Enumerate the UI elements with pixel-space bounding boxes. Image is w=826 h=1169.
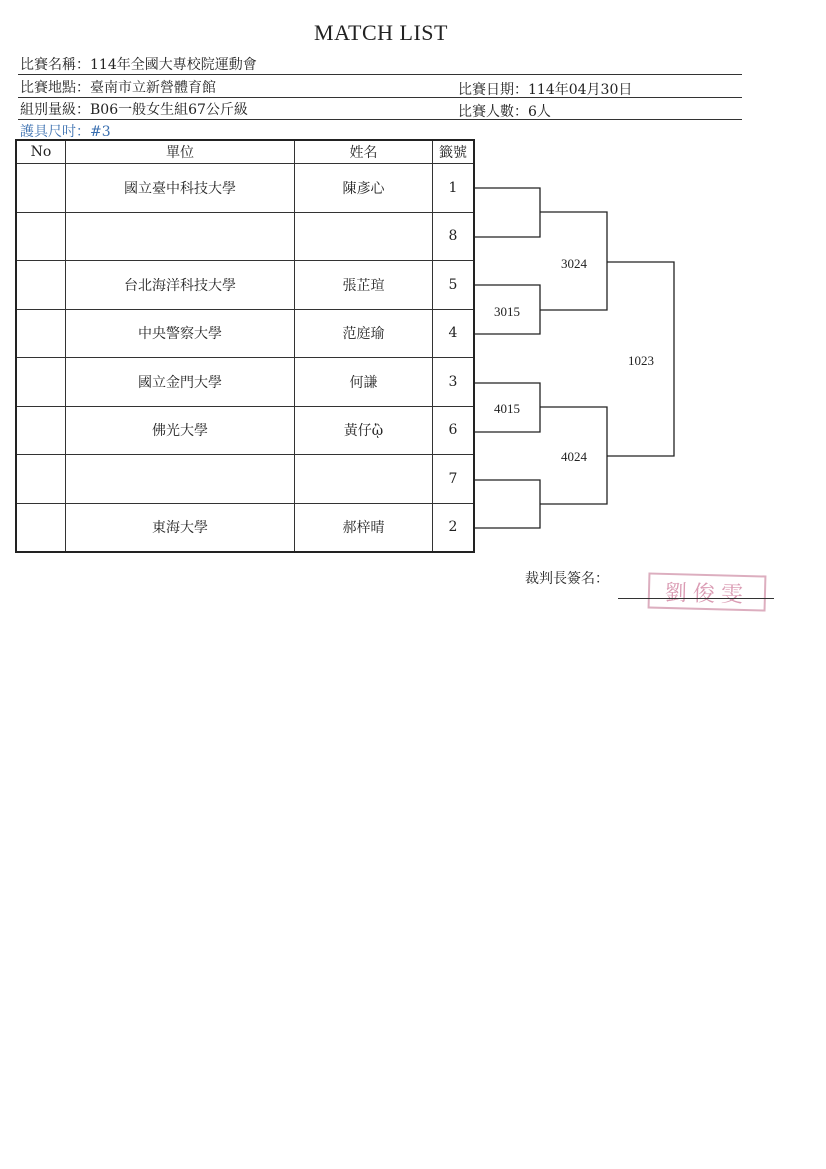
division: 組別量級：B06一般女生組67公斤級 bbox=[20, 102, 248, 118]
row-seed: 3 bbox=[433, 358, 475, 407]
venue: 比賽地點：臺南市立新營體育館 bbox=[20, 80, 216, 96]
match-label-4015: 4015 bbox=[494, 401, 520, 416]
bracket-line-1-8 bbox=[473, 188, 540, 237]
row-unit: 東海大學 bbox=[66, 503, 295, 552]
row-name: 張芷瑄 bbox=[295, 261, 433, 310]
row-name: 黃仔ᾢ bbox=[295, 406, 433, 455]
row-unit: 中央警察大學 bbox=[66, 309, 295, 358]
row-seed: 8 bbox=[433, 212, 475, 261]
equipment-size: 護具尺吋：#3 bbox=[20, 124, 111, 140]
match-date: 比賽日期：114年04月30日 bbox=[458, 82, 633, 98]
page-title: MATCH LIST bbox=[314, 20, 448, 45]
signature-label: 裁判長簽名： bbox=[525, 571, 609, 587]
header-unit: 單位 bbox=[66, 140, 295, 164]
row-seed: 5 bbox=[433, 261, 475, 310]
row-seed: 2 bbox=[433, 503, 475, 552]
match-label-1023: 1023 bbox=[628, 353, 654, 368]
signature-stamp: 劉俊雯 bbox=[648, 572, 767, 611]
header-seed: 籤號 bbox=[433, 140, 475, 164]
bracket-line-7-2 bbox=[473, 480, 540, 528]
row-name: 何謙 bbox=[295, 358, 433, 407]
match-label-4024: 4024 bbox=[561, 449, 587, 464]
event-name: 比賽名稱：114年全國大專校院運動會 bbox=[20, 57, 257, 73]
signature-line bbox=[618, 598, 774, 599]
row-seed: 1 bbox=[433, 164, 475, 213]
row-unit: 國立臺中科技大學 bbox=[66, 164, 295, 213]
row-seed: 7 bbox=[433, 455, 475, 504]
row-name: 郝梓晴 bbox=[295, 503, 433, 552]
match-label-3024: 3024 bbox=[561, 256, 587, 271]
row-unit: 台北海洋科技大學 bbox=[66, 261, 295, 310]
match-label-3015: 3015 bbox=[494, 304, 520, 319]
row-name: 陳彥心 bbox=[295, 164, 433, 213]
row-unit: 國立金門大學 bbox=[66, 358, 295, 407]
row-unit: 佛光大學 bbox=[66, 406, 295, 455]
row-name: 范庭瑜 bbox=[295, 309, 433, 358]
participant-count: 比賽人數：6人 bbox=[458, 104, 551, 120]
header-name: 姓名 bbox=[295, 140, 433, 164]
row-seed: 4 bbox=[433, 309, 475, 358]
header-no: No bbox=[16, 140, 66, 164]
row-seed: 6 bbox=[433, 406, 475, 455]
